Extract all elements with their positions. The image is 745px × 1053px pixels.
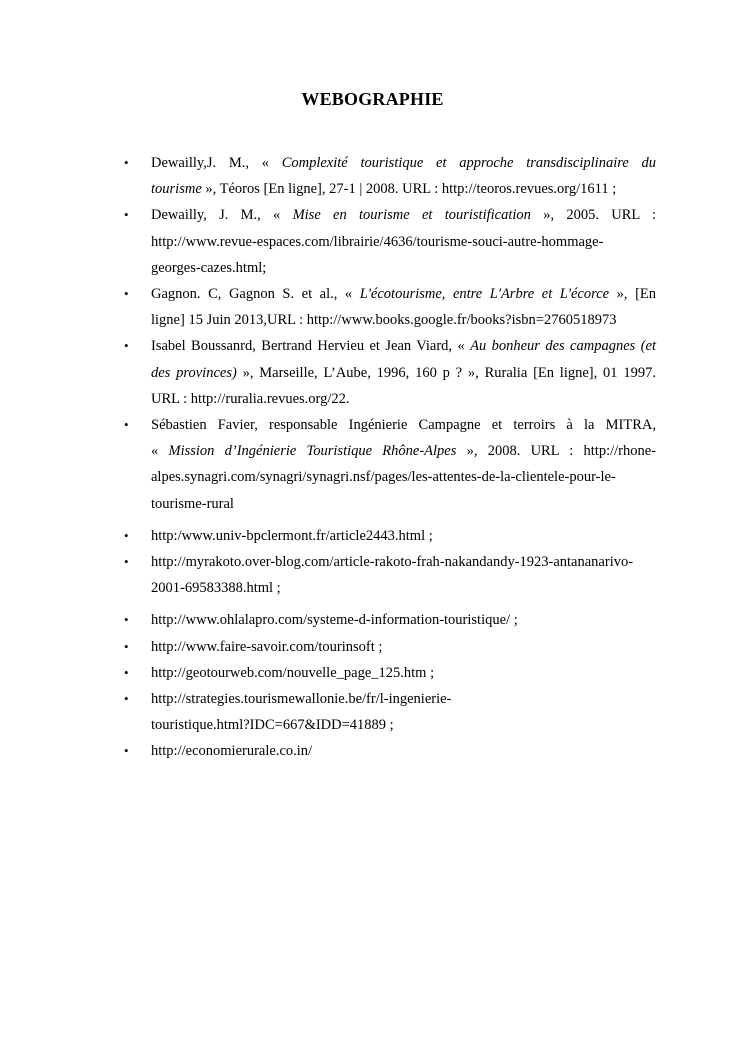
reference-item: [0, 150, 656, 202]
reference-line: [151, 176, 656, 202]
bullet-icon: •: [124, 417, 129, 433]
reference-segment: Gagnon. C, Gagnon S. et al., «: [151, 286, 360, 303]
bullet-icon: •: [124, 286, 129, 302]
reference-text: [151, 660, 656, 686]
reference-segment: http://economierurale.co.in/: [151, 743, 313, 760]
reference-segment: ligne] 15 Juin 2013,URL : http://www.books.google.fr/books?isbn=2760518973: [151, 312, 617, 329]
reference-line: [151, 150, 656, 176]
reference-line: [151, 464, 656, 490]
reference-text: [151, 202, 656, 281]
reference-line: [151, 712, 656, 738]
bullet-icon: •: [124, 527, 129, 543]
reference-item: [0, 549, 656, 601]
reference-segment: alpes.synagri.com/synagri/synagri.nsf/pages/les-attentes-de-la-clientele-pour-le-: [151, 469, 616, 486]
reference-line: [151, 255, 656, 281]
reference-line: [151, 386, 656, 412]
reference-list: [0, 150, 745, 765]
bullet-icon: •: [124, 338, 129, 354]
reference-segment: http://www.revue-espaces.com/librairie/4636/tourisme-souci-autre-hommage-: [151, 233, 604, 250]
reference-line: [151, 634, 656, 660]
reference-segment: », Marseille, L’Aube, 1996, 160 p ? », Ruralia [En ligne], 01 1997.: [236, 364, 656, 381]
reference-segment: Dewailly,J. M., «: [151, 155, 282, 171]
reference-segment: http://geotourweb.com/nouvelle_page_125.htm ;: [151, 664, 435, 681]
reference-line: [151, 360, 656, 386]
reference-text: [151, 738, 656, 764]
reference-segment: Dewailly, J. M., «: [151, 207, 293, 224]
reference-title-italic: Mise en tourisme et touristification: [292, 207, 531, 224]
reference-title-italic: Au bonheur des campagnes (et: [470, 338, 656, 355]
reference-item: [0, 412, 656, 517]
reference-title-italic: Mission d’Ingénierie Touristique Rhône-Alpes: [168, 443, 457, 460]
reference-line: [151, 281, 656, 307]
reference-text: [151, 549, 656, 601]
reference-item: [0, 202, 656, 281]
reference-segment: http://www.faire-savoir.com/tourinsoft ;: [151, 638, 383, 655]
reference-segment: touristique.html?IDC=667&IDD=41889 ;: [151, 717, 394, 734]
reference-title-italic: Complexité touristique et approche transdisciplinaire du: [281, 155, 657, 171]
reference-title-italic: tourisme: [151, 181, 202, 198]
reference-segment: http://www.ohlalapro.com/systeme-d-information-touristique/ ;: [151, 612, 518, 629]
reference-text: [151, 634, 656, 660]
reference-line: [151, 549, 656, 575]
reference-segment: http:/www.univ-bpclermont.fr/article2443.html ;: [151, 527, 433, 544]
reference-line: [151, 738, 656, 764]
reference-line: [151, 307, 656, 333]
reference-text: [151, 412, 656, 517]
reference-item: [0, 686, 656, 738]
reference-text: [151, 281, 656, 333]
reference-line: [151, 686, 656, 712]
reference-segment: », 2008. URL : http://rhone-: [456, 443, 657, 460]
reference-item: [0, 634, 656, 660]
reference-item: [0, 607, 656, 633]
reference-segment: », 2005. URL :: [530, 207, 656, 224]
reference-line: [151, 491, 656, 517]
reference-text: [151, 607, 656, 633]
reference-item: [0, 333, 656, 412]
reference-segment: tourisme-rural: [151, 495, 234, 512]
reference-item: [0, 523, 656, 549]
reference-segment: URL : http://ruralia.revues.org/22.: [151, 390, 350, 407]
reference-item: [0, 281, 656, 333]
reference-line: [151, 607, 656, 633]
reference-line: [151, 229, 656, 255]
bullet-icon: •: [124, 638, 129, 654]
reference-line: [151, 575, 656, 601]
reference-line: [151, 202, 656, 228]
reference-line: [151, 412, 656, 438]
reference-line: [151, 333, 656, 359]
reference-item: [0, 738, 656, 764]
reference-text: [151, 150, 656, 202]
bullet-icon: •: [124, 664, 129, 680]
reference-segment: 2001-69583388.html ;: [151, 580, 281, 597]
reference-segment: », Téoros [En ligne], 27-1 | 2008. URL : http://teoros.revues.org/1611 ;: [201, 181, 617, 198]
reference-segment: http://myrakoto.over-blog.com/article-rakoto-frah-nakandandy-1923-antananarivo-: [151, 554, 634, 571]
bullet-icon: •: [124, 743, 129, 759]
reference-segment: Isabel Boussanrd, Bertrand Hervieu et Jean Viard, «: [151, 338, 471, 355]
bullet-icon: •: [124, 207, 129, 223]
reference-segment: «: [151, 443, 169, 460]
reference-segment: », [En: [609, 286, 656, 303]
reference-title-italic: des provinces): [151, 364, 237, 381]
reference-text: [151, 333, 656, 412]
reference-text: [151, 523, 656, 549]
reference-segment: georges-cazes.html;: [151, 259, 267, 276]
reference-item: [0, 660, 656, 686]
reference-segment: Sébastien Favier, responsable Ingénierie Campagne et terroirs à la MITRA,: [151, 417, 656, 434]
bullet-icon: •: [124, 155, 129, 170]
bullet-icon: •: [124, 612, 129, 628]
reference-line: [151, 660, 656, 686]
bullet-icon: •: [124, 691, 129, 707]
reference-line: [151, 438, 656, 464]
reference-line: [151, 523, 656, 549]
bullet-icon: •: [124, 554, 129, 570]
page-title: WEBOGRAPHIE: [301, 89, 444, 109]
reference-text: [151, 686, 656, 738]
reference-title-italic: L'écotourisme, entre L'Arbre et L'écorce: [359, 286, 610, 303]
reference-segment: http://strategies.tourismewallonie.be/fr/l-ingenierie-: [151, 691, 452, 708]
